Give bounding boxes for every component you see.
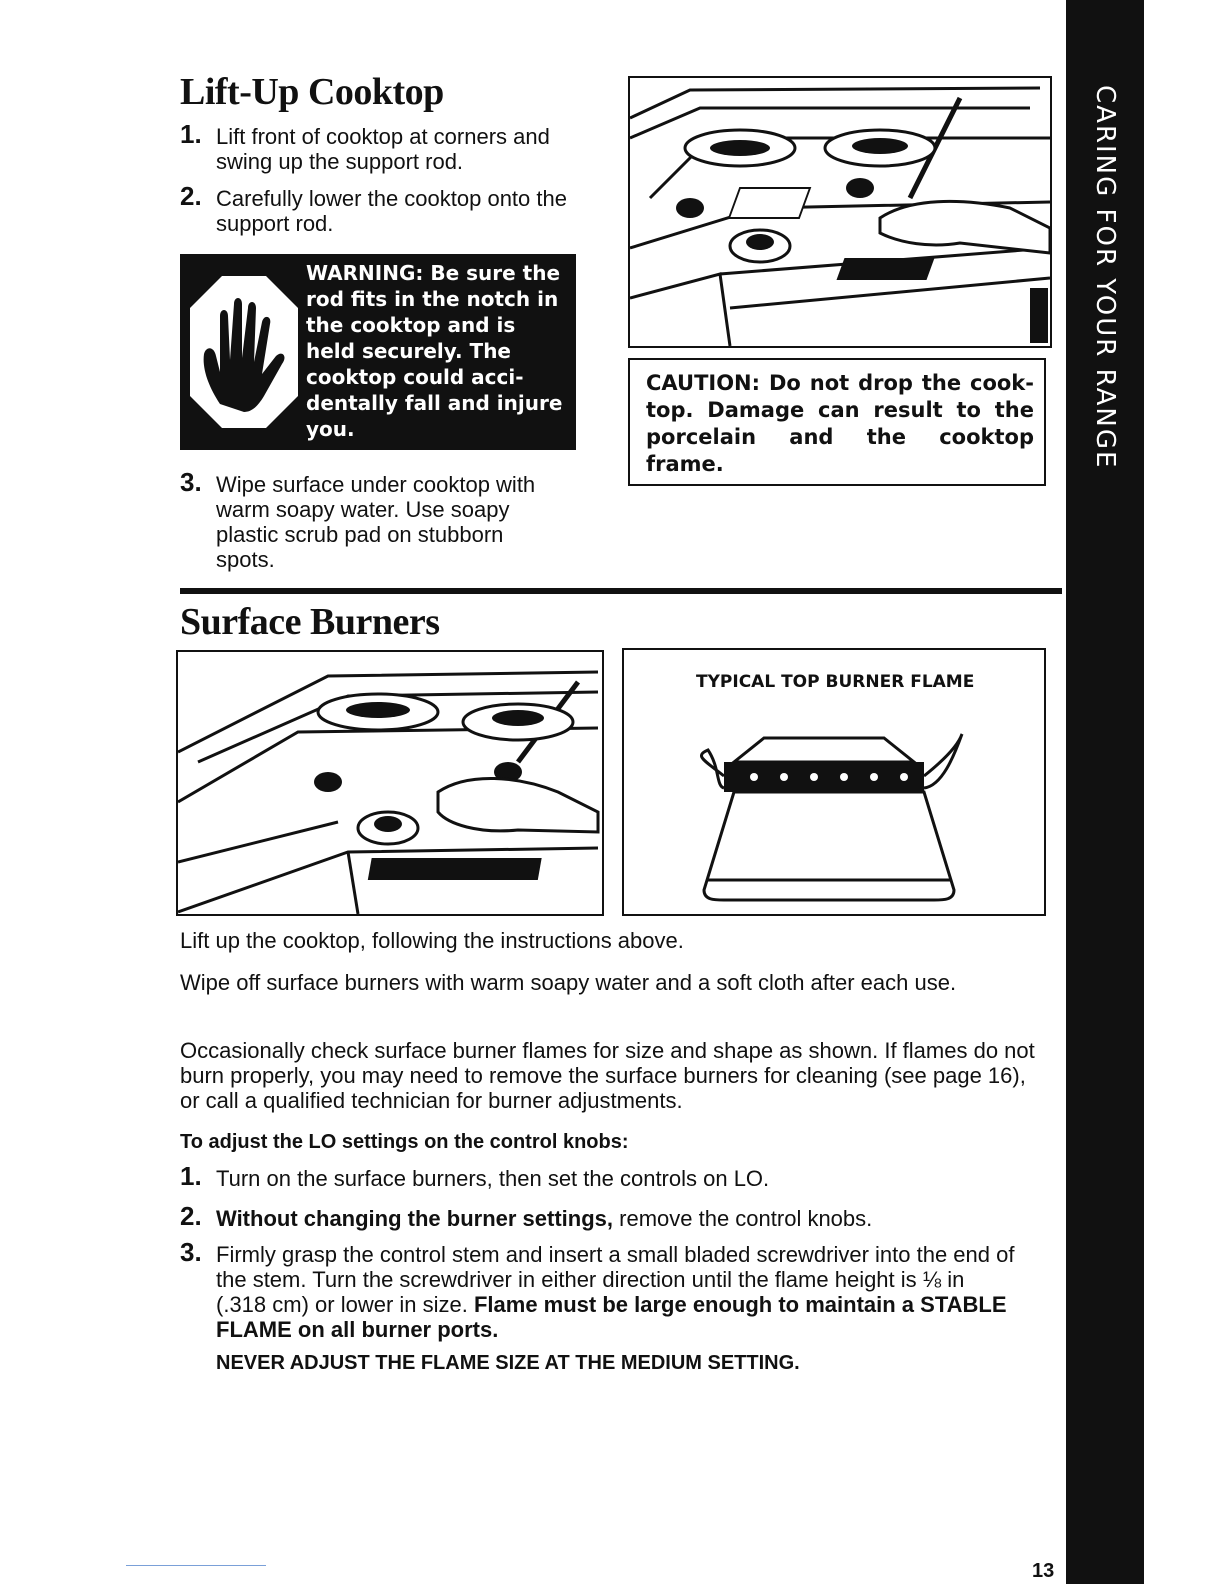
adjust-step-1 bbox=[180, 1161, 1040, 1194]
never-adjust-note: NEVER ADJUST THE FLAME SIZE AT THE MEDIUM SETTING. bbox=[216, 1352, 800, 1374]
step-number: 3. bbox=[180, 1237, 202, 1267]
step-plain-text: remove the control knobs. bbox=[613, 1206, 873, 1231]
adjust-heading: To adjust the LO settings on the control knobs: bbox=[180, 1131, 629, 1153]
step-number: 1. bbox=[180, 119, 202, 149]
warning-box bbox=[180, 254, 576, 450]
step-text: Wipe surface under cooktop with warm soapy water. Use soapy plastic scrub pad on stubborn spots. bbox=[216, 472, 536, 572]
step-text bbox=[216, 1242, 1016, 1342]
step-text: Carefully lower the cooktop onto the support rod. bbox=[216, 186, 567, 236]
para-lift-up: Lift up the cooktop, following the instructions above. bbox=[180, 928, 684, 953]
adjust-step-3 bbox=[180, 1237, 1040, 1342]
flame-caption: TYPICAL TOP BURNER FLAME bbox=[696, 672, 975, 692]
lift-step-1 bbox=[180, 119, 610, 174]
section-title-surface-burners: Surface Burners bbox=[180, 601, 440, 643]
burner-flame-image bbox=[624, 650, 1044, 914]
hand-stop-icon bbox=[190, 276, 298, 428]
page-number: 13 bbox=[1032, 1560, 1055, 1582]
lift-step-2 bbox=[180, 181, 610, 236]
caution-text: CAUTION: Do not drop the cook-top. Damage can result to the porcelain and the cooktop frame. bbox=[646, 371, 1034, 476]
caution-box bbox=[628, 358, 1046, 486]
cooktop-lifted-illustration bbox=[628, 76, 1052, 348]
step-text bbox=[216, 1206, 1036, 1231]
footer-line bbox=[126, 1565, 266, 1566]
warning-text: WARNING: Be sure the rod fits in the notch in the cooktop and is held securely. The cooktop could acci-dentally fall and injure you. bbox=[306, 261, 563, 441]
section-divider bbox=[180, 588, 1062, 594]
step-number: 3. bbox=[180, 467, 202, 497]
step-number: 2. bbox=[180, 1201, 202, 1231]
burner-flame-illustration bbox=[622, 648, 1046, 916]
para-check-flames: Occasionally check surface burner flames for size and shape as shown. If flames do not burn properly, you may need to remove the surface burners for cleaning (see page 16), or call a qualified technician for burner adjustments. bbox=[180, 1038, 1035, 1113]
adjust-step-2 bbox=[180, 1201, 1040, 1234]
step-text: Turn on the surface burners, then set the controls on LO. bbox=[216, 1166, 770, 1191]
step-number: 1. bbox=[180, 1161, 202, 1191]
step-bold-text: Without changing the burner settings, bbox=[216, 1206, 614, 1231]
step-number: 2. bbox=[180, 181, 202, 211]
cooktop-illustration-image bbox=[630, 78, 1050, 346]
lift-step-3 bbox=[180, 467, 610, 572]
section-title-lift-up: Lift-Up Cooktop bbox=[180, 71, 444, 113]
burner-cleaning-image bbox=[178, 652, 602, 914]
burner-cleaning-illustration bbox=[176, 650, 604, 916]
sidebar-label: CARING FOR YOUR RANGE bbox=[1090, 85, 1120, 470]
step-plain-text: Firmly grasp the control stem and insert a small bladed screwdriver into the end of the stem. Turn the screwdriver in either direction until the flame height is ⅛ in (.318 cm) or lower in size. bbox=[216, 1242, 1015, 1317]
step-bold-text: Flame must be large enough to maintain a STABLE FLAME on all burner ports. bbox=[216, 1292, 1007, 1342]
step-text: Lift front of cooktop at corners and swing up the support rod. bbox=[216, 124, 550, 174]
para-wipe-burners: Wipe off surface burners with warm soapy water and a soft cloth after each use. bbox=[180, 970, 957, 995]
